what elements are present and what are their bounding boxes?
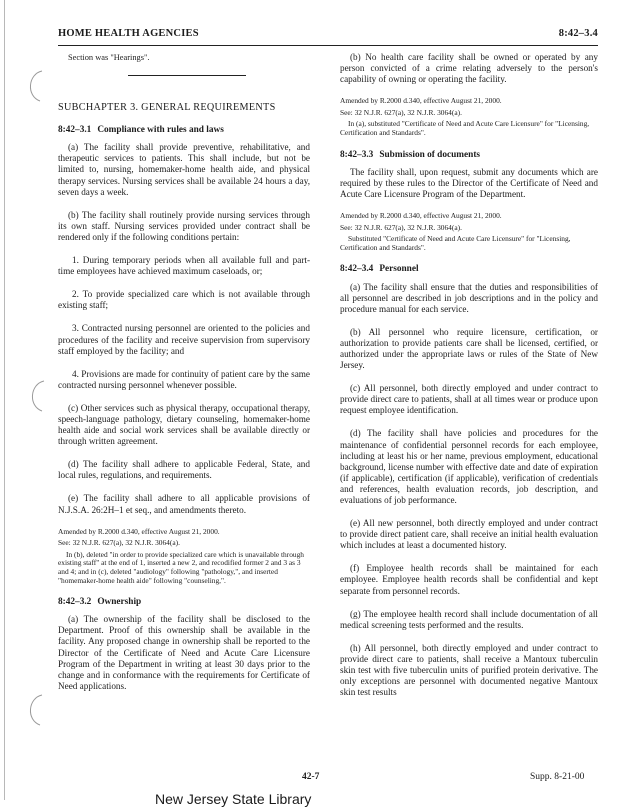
section-number: 8:42–3.1 — [58, 125, 92, 136]
amendment-note — [58, 528, 310, 586]
paragraph-h: (h) All personnel, both directly employed and under contract to provide direct care to patients, shall receive a Mantoux tuberculin skin test with five tuberculin units of purified protein derivative. The only exceptions are personnel with documented negative Mantoux skin test results — [340, 642, 598, 698]
section-title: Submission of documents — [379, 149, 481, 160]
paragraph-a: (a) The facility shall ensure that the duties and responsibilities of all personnel are described in job descriptions and in the policy and procedure manual for each service. — [340, 281, 598, 314]
paragraph-b1: 1. During temporary periods when all available full and part-time employees have achieved maximum caseloads, or; — [58, 255, 310, 277]
section-number: 8:42–3.3 — [340, 149, 374, 160]
section-number: 8:42–3.4 — [340, 264, 374, 275]
punch-hole-mark-bottom — [20, 692, 46, 728]
paragraph-b: (b) No health care facility shall be owned or operated by any person convicted of a crime relating adversely to the person's capability of owning or operating the facility. — [340, 52, 598, 85]
header-section-range: 8:42–3.4 — [558, 28, 598, 39]
paragraph-c: (c) Other services such as physical therapy, occupational therapy, speech-language pathology, dietary counseling, homemaker-home health aide and social work services shall be available directly or through written agreement. — [58, 402, 310, 447]
note-amended: Amended by R.2000 d.340, effective August 21, 2000. — [58, 526, 220, 536]
library-stamp: New Jersey State Library — [155, 791, 312, 807]
paragraph-b: (b) The facility shall routinely provide nursing services through its own staff. Nursing services provided under contract shall be rendered only if the following conditions pertain: — [58, 209, 310, 242]
paragraph-b: (b) All personnel who require licensure, certification, or authorization to provide patients care shall be licensed, certified, or authorized under the appropriate laws or rules of the State of New Jersey. — [340, 326, 598, 371]
paragraph-c: (c) All personnel, both directly employed and under contract to provide direct care to patients, shall at all times wear or produce upon request employee identification. — [340, 383, 598, 416]
carryover-note: Section was "Hearings". — [68, 53, 150, 62]
supplement-date: Supp. 8-21-00 — [530, 772, 585, 782]
punch-hole-mark-middle — [22, 378, 52, 414]
section-title: Compliance with rules and laws — [97, 125, 224, 136]
paragraph-f: (f) Employee health records shall be maintained for each employee. Employee health records shall be confidential and kept separate from personnel records. — [340, 563, 598, 596]
running-header — [58, 28, 598, 44]
note-see: See: 32 N.J.R. 627(a), 32 N.J.R. 3064(a). — [340, 222, 462, 232]
section-heading-3-4 — [340, 264, 598, 275]
section-title: Ownership — [97, 597, 142, 608]
section-heading-3-1 — [58, 125, 310, 136]
paragraph-a: (a) The facility shall provide preventive, rehabilitative, and therapeutic services to patients. This shall include, but not be limited to, nursing, homemaker-home health aide, and physical therapy services. Nursing services shall be available 24 hours a day, seven days a week. — [58, 142, 310, 197]
section-title: Personnel — [379, 264, 419, 275]
note-detail: In (b), deleted "in order to provide specialized care which is unavailable through existing staff" at the end of 1, inserted a new 2, and recodified former 2 and 3 as 3 and 4; and in (c), deleted "audiology" following "pathology,", and inserted "homemaker-home health aide" following "counseling,". — [58, 549, 304, 585]
section-heading-3-3 — [340, 150, 598, 161]
note-amended: Amended by R.2000 d.340, effective August 21, 2000. — [340, 211, 502, 221]
page-number: 42-7 — [302, 772, 320, 782]
subchapter-heading: SUBCHAPTER 3. GENERAL REQUIREMENTS — [58, 102, 276, 114]
note-see: See: 32 N.J.R. 627(a), 32 N.J.R. 3064(a). — [340, 107, 462, 117]
right-column — [340, 52, 598, 710]
paragraph-a: (a) The ownership of the facility shall be disclosed to the Department. Proof of this ownership shall be available in the facility. Any proposed change in ownership shall be reported to the Director of the Certificate of Need and Acute Care Licensure Program of the Department in writing at least 30 days prior to the change and in conformance with the requirements for Certificate of Need applications. — [58, 614, 310, 691]
paragraph-b2: 2. To provide specialized care which is not available through existing staff; — [58, 289, 310, 311]
section-heading-3-2 — [58, 597, 310, 608]
header-chapter-title: HOME HEALTH AGENCIES — [58, 28, 199, 39]
note-see: See: 32 N.J.R. 627(a), 32 N.J.R. 3064(a). — [58, 538, 180, 548]
amendment-note — [340, 212, 598, 252]
paragraph-b4: 4. Provisions are made for continuity of patient care by the same contracted nursing personnel whenever possible. — [58, 368, 310, 390]
paragraph-b3: 3. Contracted nursing personnel are oriented to the policies and procedures of the facility and receive supervision from supervisory staff employed by the facility; and — [58, 323, 310, 356]
section-divider — [128, 75, 246, 76]
paragraph-d: (d) The facility shall adhere to applicable Federal, State, and local rules, regulations, and requirements. — [58, 459, 310, 481]
paragraph-text: The facility shall, upon request, submit any documents which are required by these rules to the Director of the Certificate of Need and Acute Care Licensure Program of the Department. — [340, 166, 598, 199]
section-number: 8:42–3.2 — [58, 597, 92, 608]
left-column — [58, 52, 310, 704]
note-detail: In (a), substituted "Certificate of Need and Acute Care Licensure" for "Licensing, Certification and Standards". — [340, 119, 590, 138]
punch-hole-mark-top — [20, 68, 46, 104]
header-rule — [58, 45, 598, 46]
scan-edge-line — [4, 0, 5, 800]
paragraph-e: (e) The facility shall adhere to all applicable provisions of N.J.S.A. 26:2H–1 et seq., and amendments thereto. — [58, 493, 310, 515]
paragraph-g: (g) The employee health record shall include documentation of all medical screening tests performed and the results. — [340, 608, 598, 630]
amendment-note — [340, 97, 598, 137]
note-detail: Substituted "Certificate of Need and Acute Care Licensure" for "Licensing, Certification and Standards". — [340, 234, 571, 252]
paragraph-e: (e) All new personnel, both directly employed and under contract to provide direct patient care, shall receive an initial health evaluation which includes at least a documented history. — [340, 518, 598, 551]
note-amended: Amended by R.2000 d.340, effective August 21, 2000. — [340, 96, 502, 106]
paragraph-d: (d) The facility shall have policies and procedures for the maintenance of confidential personnel records for each employee, including at least his or her name, previous employment, educational background, license number with effective date and date of expiration (if applicable), certification (if applicable), verification of credentials and references, health evaluation records, job description, and evaluations of job performance. — [340, 428, 598, 505]
